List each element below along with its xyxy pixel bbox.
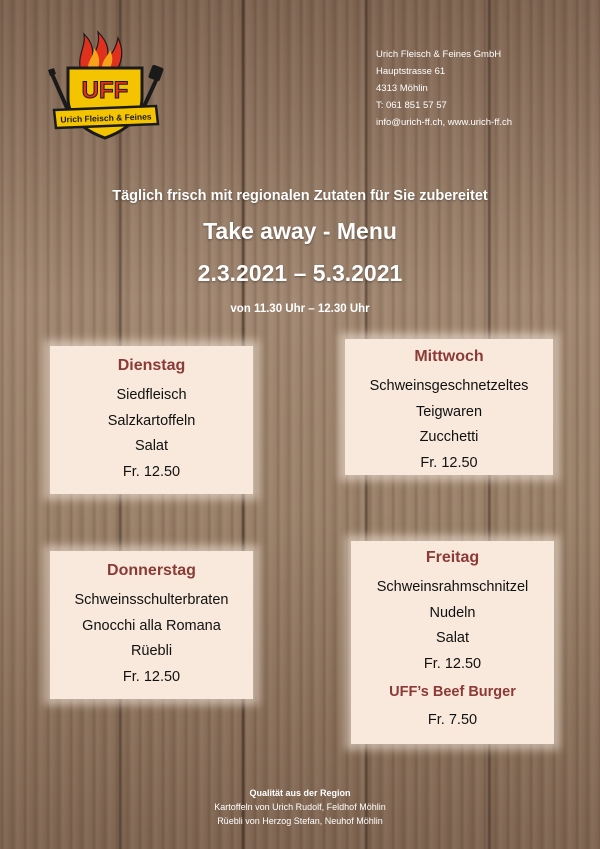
special-price: Fr. 7.50 [427, 712, 478, 728]
page-title: Take away - Menu [203, 218, 397, 244]
menu-item: Schweinsschulterbraten [74, 592, 229, 608]
company-address [376, 46, 512, 131]
special-item: UFF’s Beef Burger [389, 684, 516, 700]
footer-heading: Qualität aus der Region [249, 788, 351, 798]
day-heading: Mittwoch [414, 348, 484, 365]
menu-item: Gnocchi alla Romana [82, 617, 221, 634]
menu-item: Salat [134, 438, 169, 454]
menu-price: Fr. 12.50 [122, 463, 181, 480]
company-street: Hauptstrasse 61 [376, 66, 446, 77]
day-heading: Dienstag [117, 357, 186, 374]
day-heading: Donnerstag [107, 562, 196, 579]
footer-line: Rüebli von Herzog Stefan, Neuhof Möhlin [217, 816, 383, 826]
menu-item: Siedfleisch [116, 387, 187, 403]
menu-item: Salat [435, 630, 470, 646]
menu-item: Salzkartoffeln [107, 412, 196, 429]
menu-card-donnerstag [50, 551, 253, 699]
menu-price: Fr. 12.50 [122, 668, 181, 685]
menu-price: Fr. 12.50 [423, 655, 482, 672]
company-name: Urich Fleisch & Feines GmbH [376, 49, 502, 60]
menu-card-mittwoch [345, 339, 553, 475]
menu-item: Nudeln [429, 604, 476, 621]
company-city: 4313 Möhlin [376, 83, 428, 94]
tagline: Täglich frisch mit regionalen Zutaten für Sie zubereitet [112, 188, 488, 204]
menu-item: Zucchetti [419, 429, 479, 445]
uff-logo [40, 28, 170, 146]
logo-text: UFF [81, 77, 129, 104]
menu-item: Teigwaren [415, 403, 483, 420]
flame-icon [80, 32, 122, 68]
date-range: 2.3.2021 – 5.3.2021 [197, 260, 403, 286]
menu-price: Fr. 12.50 [420, 454, 478, 471]
company-contact: info@urich-ff.ch, www.urich-ff.ch [376, 117, 513, 128]
opening-hours: von 11.30 Uhr – 12.30 Uhr [230, 303, 370, 315]
company-phone: T: 061 851 57 57 [376, 100, 447, 111]
day-heading: Freitag [425, 549, 480, 566]
menu-item: Schweinsrahmschnitzel [376, 579, 529, 595]
footer-line: Kartoffeln von Urich Rudolf, Feldhof Möhlin [214, 802, 386, 812]
menu-item: Schweinsgeschnetzeltes [369, 378, 529, 394]
menu-card-dienstag [50, 346, 253, 494]
logo-banner-text: Urich Fleisch & Feines [60, 111, 152, 125]
menu-card-freitag [351, 541, 554, 744]
menu-item: Rüebli [130, 643, 173, 659]
footer [0, 786, 600, 828]
